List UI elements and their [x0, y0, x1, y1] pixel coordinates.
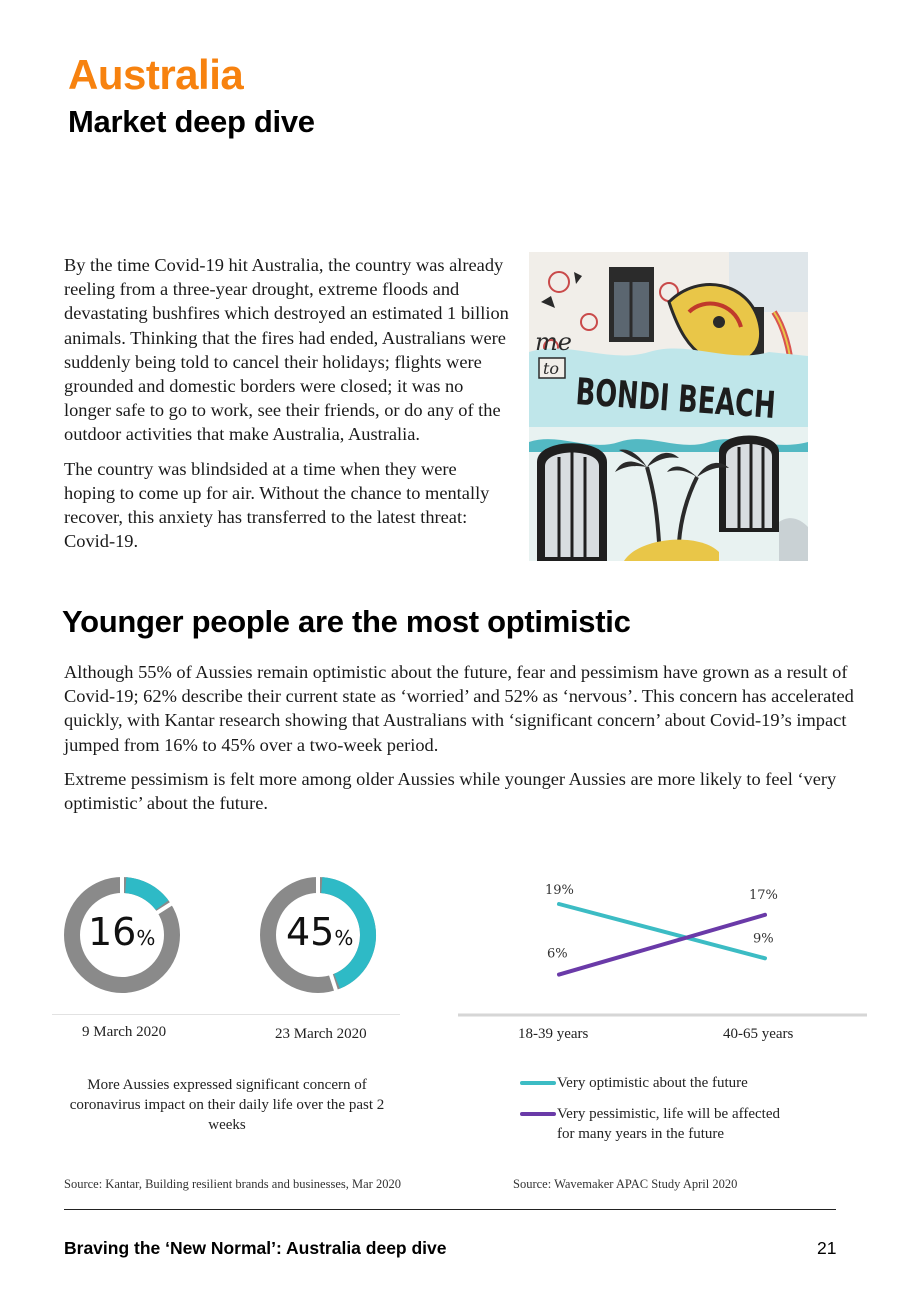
footer-title: Braving the ‘New Normal’: Australia deep dive: [64, 1238, 447, 1258]
source-wavemaker: Source: Wavemaker APAC Study April 2020: [513, 1177, 738, 1191]
data-label-optimistic-18-39: 19%: [545, 883, 574, 898]
divider-left: [52, 1014, 400, 1015]
bondi-beach-mural-photo: [529, 252, 865, 561]
x-tick-label: 18-39 years: [518, 1026, 589, 1042]
data-label-pessimistic-18-39: 6%: [547, 946, 568, 962]
donut-date-label: 9 March 2020: [82, 1024, 167, 1040]
donut-value-unit: %: [334, 926, 354, 950]
chart-legend: [520, 1073, 840, 1148]
mural-script-to: to: [543, 359, 560, 378]
legend-label-pessimistic-line1: Very pessimistic, life will be affected: [557, 1106, 780, 1122]
line-chart: [455, 870, 875, 1030]
donut-value-number: 16: [88, 910, 137, 954]
section-paragraph-2: Extreme pessimism is felt more among older Aussies while younger Aussies are more likely to feel ‘very optimistic’ about the future.: [64, 768, 837, 814]
legend-label-optimistic: Very optimistic about the future: [557, 1075, 748, 1091]
section-heading: Younger people are the most optimistic: [62, 604, 631, 639]
mural-illustration: [529, 252, 865, 561]
section-paragraph-1: Although 55% of Aussies remain optimistic about the future, fear and pessimism have grown as a result of Covid-19; 62% describe their current state as ‘worried’ and 52% as ‘nervous’. This concern has accelerated quickly, with Kantar research showing that Australians with ‘significant concern’ about Covid-19’s impact jumped from 16% to 45% over a two-week period.: [64, 662, 854, 755]
page-number: 21: [817, 1238, 837, 1258]
legend-swatch-pessimistic: [520, 1112, 556, 1116]
intro-paragraph-1: By the time Covid-19 hit Australia, the country was already reeling from a three-year drought, extreme floods and devastating bushfires which destroyed an estimated 1 billion animals. Thinking that the fires had ended, Australians were suddenly being told to cancel their holidays; flights were grounded and domestic borders were closed; it was no longer safe to go to work, see their friends, or do any of the outdoor activities that make Australia, Australia.: [64, 255, 509, 445]
donut-date-label: 23 March 2020: [275, 1026, 367, 1042]
intro-text: [64, 253, 512, 563]
donut-value-number: 45: [286, 910, 335, 954]
donut-value-label: [286, 910, 353, 954]
donut-value-arc: [126, 885, 162, 905]
series-line-optimistic: [559, 904, 765, 958]
page-title: Australia: [68, 51, 244, 98]
legend-label-pessimistic-line2: for many years in the future: [557, 1126, 725, 1142]
x-tick-label: 40-65 years: [723, 1026, 794, 1042]
data-label-pessimistic-40-65: 17%: [749, 887, 778, 903]
donut-value-label: [88, 910, 155, 954]
footer-divider: [64, 1209, 836, 1210]
donut-value-unit: %: [136, 926, 156, 950]
series-line-pessimistic: [559, 915, 765, 975]
source-kantar: Source: Kantar, Building resilient brands and businesses, Mar 2020: [64, 1177, 401, 1191]
page-subtitle: Market deep dive: [68, 104, 315, 139]
section-body: [64, 660, 854, 825]
legend-item-optimistic: [520, 1073, 840, 1097]
mural-bondi-beach-text: BONDI BEACH: [574, 370, 865, 434]
legend-item-pessimistic: [520, 1104, 840, 1148]
intro-paragraph-2: The country was blindsided at a time when they were hoping to come up for air. Without the chance to mentally recover, this anxiety has transferred to the latest threat: Covid-19.: [64, 458, 490, 552]
legend-swatch-optimistic: [520, 1081, 556, 1085]
mural-script-me: me: [535, 328, 572, 356]
donut-caption: More Aussies expressed significant concern of coronavirus impact on their daily life over the past 2 weeks: [69, 1077, 385, 1133]
data-label-optimistic-40-65: 9%: [753, 931, 774, 947]
